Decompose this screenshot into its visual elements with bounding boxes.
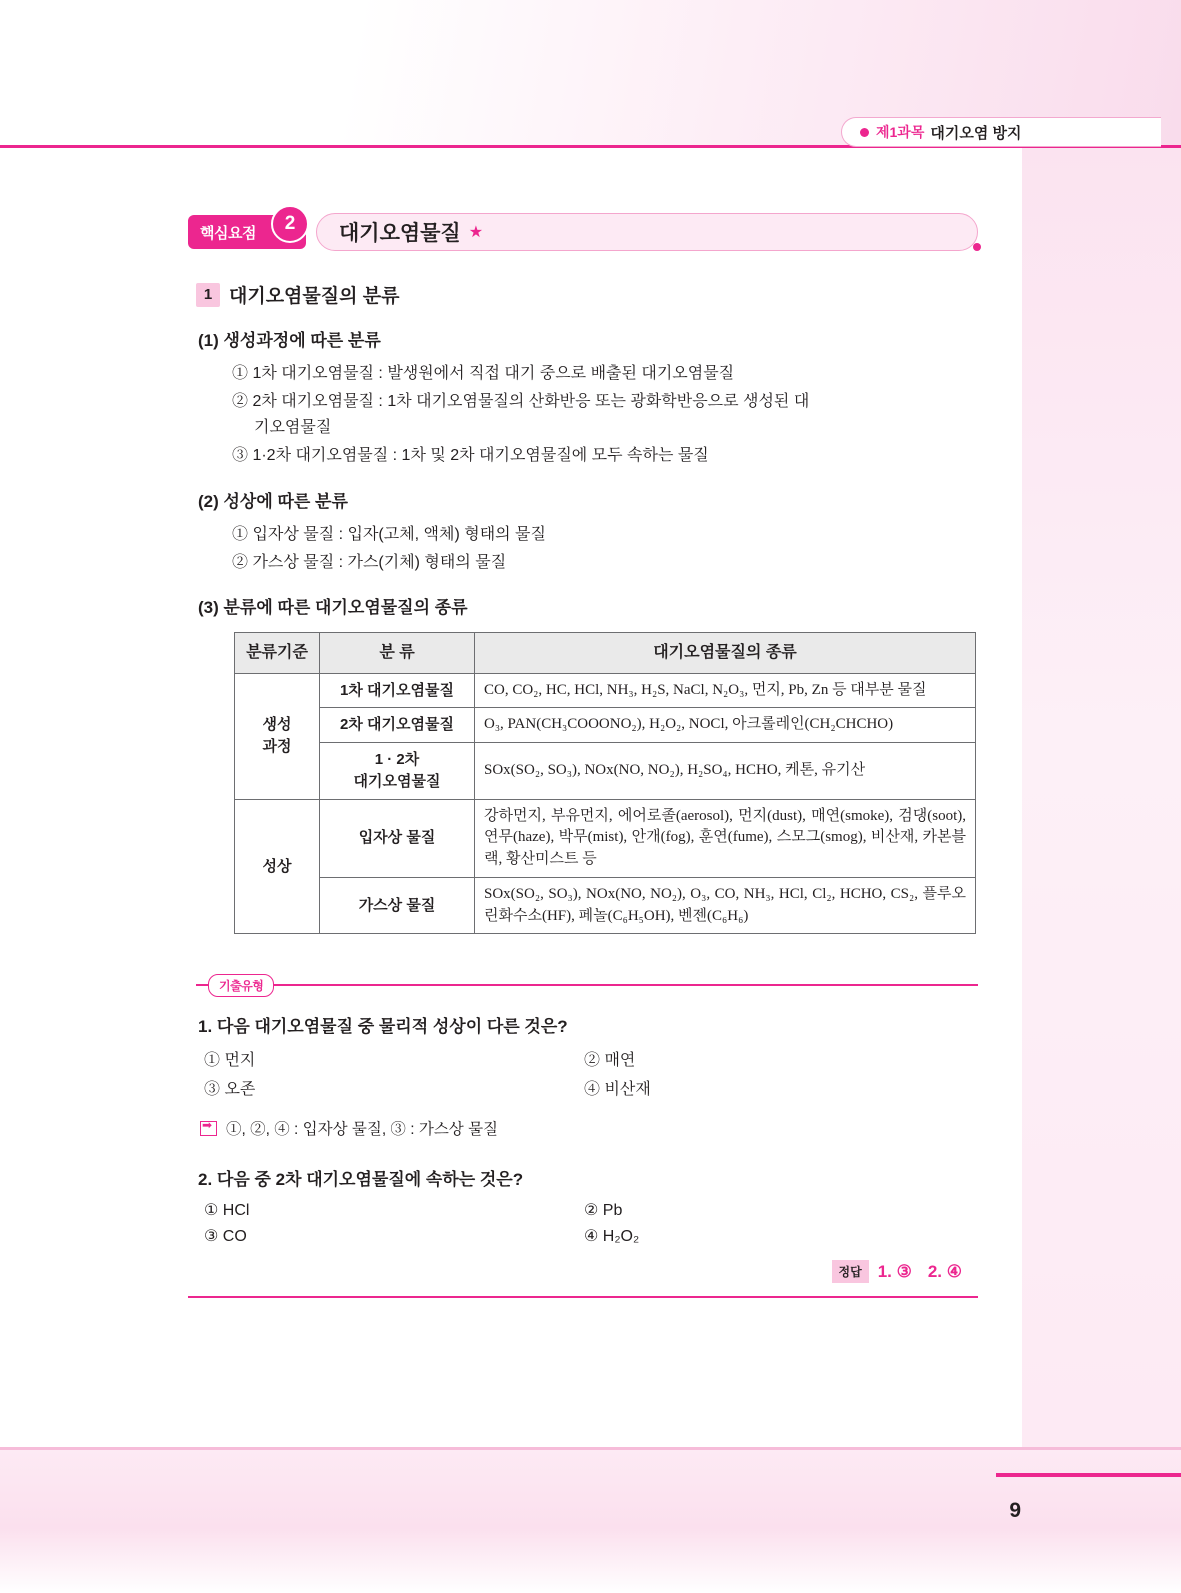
- table-description-cell: SOx(SO₂, SO₃), NOx(NO, NO₂), O₃, CO, NH₃, HCl, Cl₂, HCHO, CS₂, 플루오린화수소(HF), 페놀(C₆H₅OH), 벤젠(C₆H₆): [475, 877, 976, 934]
- section-bottom-rule: [188, 1296, 978, 1298]
- table-subcategory-cell: 2차 대기오염물질: [320, 708, 475, 743]
- section-heading: [196, 281, 978, 308]
- arrow-right-icon: [200, 1121, 217, 1136]
- table-subcategory-cell: 입자상 물질: [320, 799, 475, 877]
- bullet-icon: [860, 128, 869, 137]
- explanation-text: ①, ②, ④ : 입자상 물질, ③ : 가스상 물질: [226, 1121, 499, 1139]
- table-header-row: [235, 633, 976, 673]
- subsection-3-title: (3) 분류에 따른 대기오염물질의 종류: [198, 598, 468, 618]
- subsection-2-items: [232, 522, 978, 576]
- list-item: ② 가스상 물질 : 가스(기체) 형태의 물질: [232, 553, 507, 571]
- choice-option: ③ CO: [204, 1228, 247, 1246]
- table-row: [235, 673, 976, 708]
- choice-option: ① 먼지: [204, 1052, 256, 1070]
- running-head: [841, 117, 1161, 147]
- list-item-line2: 기오염물질: [254, 418, 332, 436]
- table-row: [235, 877, 976, 934]
- table-subcategory-cell: 1 · 2차 대기오염물질: [320, 743, 475, 800]
- past-exam-header: [196, 974, 978, 994]
- running-head-title: 대기오염 방지: [930, 124, 1022, 142]
- right-decoration-band: [1022, 148, 1181, 1449]
- table-subcategory-cell: 1차 대기오염물질: [320, 673, 475, 708]
- table-description-cell: O₃, PAN(CH₃COOONO₂), H₂O₂, NOCl, 아크롤레인(CH₂CHCHO): [475, 708, 976, 743]
- table-header-cell: 대기오염물질의 종류: [475, 633, 976, 673]
- answer-key-box: [832, 1260, 979, 1283]
- past-exam-tag: 기출유형: [208, 974, 274, 997]
- table-subcategory-cell: 가스상 물질: [320, 877, 475, 934]
- question-2-text: 2. 다음 중 2차 대기오염물질에 속하는 것은?: [198, 1170, 524, 1190]
- pollutant-classification-table: [234, 632, 976, 934]
- bottom-decoration-band: [0, 1449, 1181, 1593]
- running-head-subject: 제1과목: [876, 124, 925, 140]
- list-item: ③ 1·2차 대기오염물질 : 1차 및 2차 대기오염물질에 모두 속하는 물질: [232, 446, 709, 464]
- table-row: [235, 743, 976, 800]
- answer-key: [188, 1260, 978, 1286]
- answer-key-tag: 정답: [832, 1260, 869, 1283]
- core-point-badge: 핵심요점: [188, 215, 306, 249]
- choice-option: ③ 오존: [204, 1081, 256, 1099]
- subsection-2-title: (2) 성상에 따른 분류: [198, 491, 348, 511]
- question-1-choices: [204, 1047, 978, 1099]
- table-description-cell: SOx(SO₂, SO₃), NOx(NO, NO₂), H₂SO₄, HCHO, 케톤, 유기산: [475, 743, 976, 800]
- question-1-explanation: [200, 1117, 978, 1139]
- choice-option: ② 매연: [584, 1052, 636, 1070]
- choice-option: ④ H₂O₂: [584, 1228, 640, 1246]
- list-item: ① 입자상 물질 : 입자(고체, 액체) 형태의 물질: [232, 525, 546, 543]
- table-category-cell: 성상: [235, 799, 320, 934]
- question-1-text: 1. 다음 대기오염물질 중 물리적 성상이 다른 것은?: [198, 1017, 568, 1037]
- choice-option: ① HCl: [204, 1202, 250, 1220]
- table-header-cell: 분 류: [320, 633, 475, 673]
- subsection-1-items: [232, 361, 978, 469]
- core-point-header: [188, 205, 978, 255]
- question-2-choices: [204, 1200, 978, 1246]
- list-item: [232, 389, 978, 441]
- section-title: 대기오염물질의 분류: [229, 286, 400, 307]
- answer-value: 1. ③: [877, 1261, 912, 1281]
- bottom-rule: [0, 1447, 1181, 1450]
- core-point-title: 대기오염물질: [339, 222, 461, 245]
- choice-option: ④ 비산재: [584, 1081, 651, 1099]
- section-number: 1: [196, 283, 220, 307]
- subsection-1-title: (1) 생성과정에 따른 분류: [198, 331, 381, 350]
- table-row: [235, 799, 976, 877]
- content-area: [188, 205, 978, 1298]
- table-description-cell: CO, CO₂, HC, HCl, NH₃, H₂S, NaCl, N₂O₃, 먼지, Pb, Zn 등 대부분 물질: [475, 673, 976, 708]
- choice-option: ② Pb: [584, 1202, 623, 1220]
- star-icon: ★: [468, 224, 484, 241]
- table-category-cell: 생성 과정: [235, 673, 320, 799]
- answer-value: 2. ④: [927, 1261, 962, 1281]
- footer-accent-line: [996, 1473, 1181, 1477]
- list-item-line1: ② 2차 대기오염물질 : 1차 대기오염물질의 산화반응 또는 광화학반응으로 생성된 대: [232, 392, 810, 410]
- core-point-title-box: [316, 213, 978, 251]
- list-item: ① 1차 대기오염물질 : 발생원에서 직접 대기 중으로 배출된 대기오염물질: [232, 365, 735, 382]
- decorative-dot-icon: [973, 243, 981, 251]
- table-row: [235, 708, 976, 743]
- table-header-cell: 분류기준: [235, 633, 320, 673]
- past-exam-divider: [196, 984, 978, 986]
- table-description-cell: 강하먼지, 부유먼지, 에어로졸(aerosol), 먼지(dust), 매연(smoke), 검댕(soot), 연무(haze), 박무(mist), 안개(fog), 훈연(fume), 스모그(smog), 비산재, 카본블랙, 황산미스트 등: [475, 799, 976, 877]
- page-number: 9: [1009, 1499, 1021, 1522]
- core-point-number: 2: [271, 205, 309, 243]
